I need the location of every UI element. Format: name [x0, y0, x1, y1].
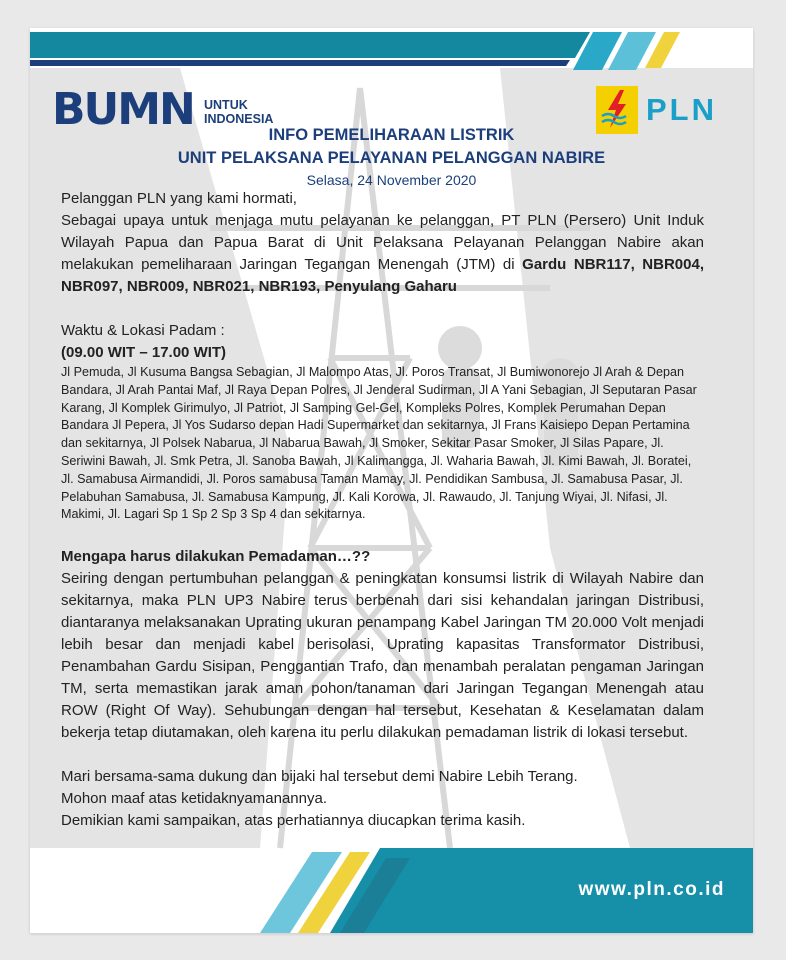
- website-url: www.pln.co.id: [578, 879, 725, 900]
- outage-label: Waktu & Lokasi Padam :: [61, 322, 225, 339]
- closing-line-1: Mari bersama-sama dukung dan bijaki hal tersebut demi Nabire Lebih Terang.: [61, 768, 578, 786]
- top-decorative-stripes: [30, 28, 753, 78]
- announcement-poster: [30, 28, 753, 933]
- bumn-logo-tagline: UNTUK INDONESIA: [204, 98, 274, 126]
- announcement-body: [61, 188, 704, 832]
- intro-paragraph: Sebagai upaya untuk menjaga mutu pelayanan ke pelanggan, PT PLN (Persero) Unit Induk Wilayah Papua dan Papua Barat di Unit Pelaksana Pelayanan Pelanggan Nabire akan melakukan pemeliharaan Jaringan Tegangan Menengah (JTM) di Gardu NBR117, NBR004, NBR097, NBR009, NBR021, NBR193, Penyulang Gaharu: [61, 212, 704, 295]
- reason-heading: Mengapa harus dilakukan Pemadaman…??: [61, 548, 371, 566]
- outage-time: (09.00 WIT – 17.00 WIT): [61, 344, 227, 361]
- greeting: Pelanggan PLN yang kami hormati,: [61, 190, 297, 207]
- pln-logo-word: PLN: [646, 92, 717, 127]
- closing-line-3: Demikian kami sampaikan, atas perhatiannya diucapkan terima kasih.: [61, 812, 526, 830]
- reason-paragraph: Seiring dengan pertumbuhan pelanggan & peningkatan konsumsi listrik di Wilayah Nabire dan sekitarnya, maka PLN UP3 Nabire terus berbenah dari sisi kehandalan jaringan Distribusi, diantaranya melaksanakan Uprating ukuran penampang Kabel Jaringan TM 20.000 Volt menjadi lebih besar dan menjadi kabel berisolasi, Uprating kapasitas Transformator Distribusi, Penambahan Gardu Sisipan, Penggantian Trafo, dan menambah peralatan pengaman Jaringan TM, serta memastikan jarak aman pohon/tanaman dari Jaringan Tegangan Menengah atau ROW (Right Of Way). Sehubungan dengan hal tersebut, Kesehatan & Keselamatan dalam bekerja tetap diutamakan, oleh karena itu perlu dilakukan pemadaman listrik di lokasi tersebut.: [61, 570, 704, 742]
- closing-line-2: Mohon maaf atas ketidaknyamanannya.: [61, 790, 327, 808]
- bumn-logo-word: BUMN: [52, 84, 194, 135]
- title-line-2: UNIT PELAKSANA PELAYANAN PELANGGAN NABIRE: [177, 149, 606, 167]
- gardu-list: Gardu NBR117, NBR004, NBR097, NBR009, NBR021, NBR193, Penyulang Gaharu: [61, 256, 704, 295]
- outage-locations: Jl Pemuda, Jl Kusuma Bangsa Sebagian, Jl Malompo Atas, Jl. Poros Transat, Jl Bumiwonorejo Jl Arah & Depan Bandara, Jl Arah Pantai Maf, Jl Raya Depan Polres, Jl Jenderal Sudirman, Jl A Yani Sebagian, Jl Seputaran Pasar Karang, Jl Komplek Girimulyo, Jl Patriot, Jl Samping Gel-Gel, Kompleks Polres, Komplek Perumahan Depan Bandara Jl Pepera, Jl Yos Sudarso depan Hadi Supermarket dan sekitarnya, Jl Frans Kaisiepo Depan Pertamina dan sekitarnya, Jl Polsek Nabarua, Jl Nabarua Bawah, Jl Smoker, Sekitar Pasar Smoker, Jl Silas Papare, Jl. Seriwini Bawah, Jl. Smk Petra, Jl. Sanoba Bawah, Jl Kalimangga, Jl. Waharia Bawah, Jl. Kimi Bawah, Jl. Boratei, Jl. Samabusa Airmandidi, Jl. Poros samabusa Taman Mamay, Jl. Pendidikan Sambusa, Jl. Samabusa Pasar, Jl. Pelabuhan Samabusa, Jl. Samabusa Kampung, Jl. Kali Korowa, Jl. Rawaudo, Jl. Tanjung Wiyai, Jl. Nifasi, Jl. Makimi, Jl. Lagari Sp 1 Sp 2 Sp 3 Sp 4 dan sekitarnya.: [61, 365, 697, 522]
- announcement-date: Selasa, 24 November 2020: [306, 172, 477, 188]
- title-line-1: INFO PEMELIHARAAN LISTRIK: [268, 126, 515, 144]
